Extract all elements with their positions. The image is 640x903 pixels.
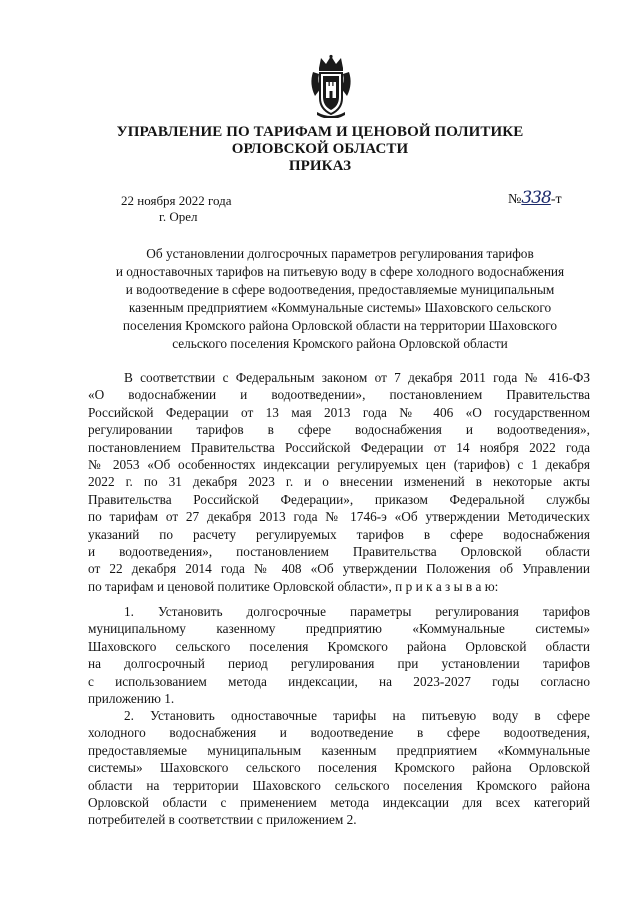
subject-line: сельского поселения Кромского района Орловской области <box>172 336 508 351</box>
document-subject <box>85 245 595 353</box>
subject-line: поселения Кромского района Орловской области на территории Шаховского <box>122 318 558 333</box>
paragraph-line: № 2053 «Об особенностях индексации регулируемых цен (тарифов) с 1 декабря <box>88 456 590 472</box>
subject-line: казенным предприятием «Коммунальные системы» Шаховского сельского <box>128 300 552 315</box>
paragraph-line: постановлением Правительства Российской Федерации от 14 ноября 2022 года <box>88 439 590 455</box>
paragraph-line: приложению 1. <box>88 690 175 706</box>
organization-name-line1: УПРАВЛЕНИЕ ПО ТАРИФАМ И ЦЕНОВОЙ ПОЛИТИКЕ <box>116 124 524 140</box>
paragraph-line: с использованием метода индексации, на 2023-2027 годы согласно <box>88 673 590 689</box>
paragraph-line: области на территории Шаховского сельского поселения Кромского района <box>88 777 590 793</box>
document-type-title: ПРИКАЗ <box>288 158 352 174</box>
document-number-prefix: № <box>508 192 522 207</box>
paragraph-line: по тарифам от 27 декабря 2013 года № 1746-э «Об утверждении Методических <box>88 509 590 525</box>
paragraph-line: от 22 декабря 2014 года № 408 «Об утверждении Положения об Управлении <box>88 561 590 577</box>
subject-line: и одноставочных тарифов на питьевую воду в сфере холодного водоснабжения <box>115 264 565 279</box>
document-city: г. Орел <box>159 209 198 224</box>
paragraph-line: «О водоснабжении и водоотведении», постановлением Правительства <box>88 387 590 403</box>
order-item-1 <box>88 603 590 707</box>
paragraph-line: холодного водоснабжения и водоотведение в сфере водоотведения, <box>88 725 590 741</box>
document-date: 22 ноября 2022 года <box>121 193 232 208</box>
organization-name-line2: ОРЛОВСКОЙ ОБЛАСТИ <box>231 141 409 157</box>
paragraph-line: Шаховского сельского поселения Кромского района Орловской области <box>88 638 590 654</box>
paragraph-line: регулировании тарифов в сфере водоснабжения и водоотведения», <box>88 422 590 438</box>
paragraph-line: В соответствии с Федеральным законом от 7 декабря 2011 года № 416-ФЗ <box>124 370 590 385</box>
document-number-handwritten: 338 <box>521 188 551 208</box>
coat-of-arms-emblem <box>309 54 353 118</box>
subject-line: Об установлении долгосрочных параметров регулирования тарифов <box>146 246 534 261</box>
paragraph-line: и водоотведения», постановлением Правительства Орловской области <box>88 543 590 559</box>
order-item-2 <box>88 707 590 829</box>
document-number-suffix: -т <box>550 192 562 207</box>
paragraph-line: на долгосрочный период регулирования при установлении тарифов <box>88 656 590 672</box>
paragraph-line: 2. Установить одноставочные тарифы на питьевую воду в сфере <box>124 708 590 723</box>
paragraph-line: предоставляемые муниципальным казенным предприятием «Коммунальные <box>88 742 590 758</box>
paragraph-line: муниципальному казенному предприятию «Коммунальные системы» <box>88 621 590 637</box>
paragraph-line: потребителей в соответствии с приложением 2. <box>88 812 357 828</box>
paragraph-line: системы» Шаховского сельского поселения Кромского района Орловской <box>88 760 590 776</box>
paragraph-line: 2022 г. по 31 декабря 2023 г. и о внесении изменений в некоторые акты <box>88 474 590 490</box>
paragraph-line: указаний по расчету регулируемых тарифов в сфере водоснабжения <box>88 526 590 542</box>
paragraph-line: по тарифам и ценовой политике Орловской области», п р и к а з ы в а ю: <box>88 578 499 594</box>
preamble-paragraph <box>88 369 590 595</box>
paragraph-line: 1. Установить долгосрочные параметры регулирования тарифов <box>124 604 590 619</box>
paragraph-line: Правительства Российской Федерации», приказом Федеральной службы <box>88 491 590 507</box>
document-number <box>508 190 562 208</box>
subject-line: и водоотведение в сфере водоотведения, предоставляемые муниципальным <box>125 282 555 297</box>
paragraph-line: Российской Федерации от 13 мая 2013 года № 406 «О государственном <box>88 404 590 420</box>
paragraph-line: Орловской области с применением метода индексации для всех категорий <box>88 794 590 810</box>
